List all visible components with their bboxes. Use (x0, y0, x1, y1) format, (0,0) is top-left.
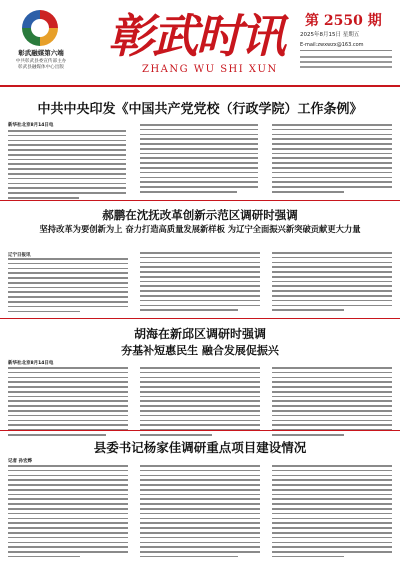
logo-emblem-icon (22, 10, 58, 46)
article4-body-col2 (140, 465, 260, 561)
issue-date: 2025年8月15日 星期五 (300, 32, 360, 38)
article3-headline: 夯基补短惠民生 融合发展促振兴 (121, 344, 279, 357)
contact-email: E-mail:zwxwzx@163.com (300, 42, 364, 48)
article3-body-col1 (8, 367, 128, 439)
masthead-divider (0, 85, 400, 87)
brand-logo (6, 6, 76, 78)
section-divider-2 (0, 318, 400, 319)
article2-headline: 坚持改革为要创新为上 奋力打造高质量发展新样板 为辽宁全面振兴新突破贡献更大力量 (39, 224, 361, 234)
publisher-line-2: 彰武县融媒体中心出版 (18, 65, 64, 70)
article1-headline: 中共中央印发《中国共产党党校（行政学院）工作条例》 (37, 102, 363, 117)
article4-byline: 记者 孙宏烨 (8, 459, 33, 464)
article4-headline: 县委书记杨家佳调研重点项目建设情况 (93, 440, 307, 455)
article3-body-col2 (140, 367, 260, 439)
article2-body-col2 (140, 252, 260, 314)
issue-number: 第 2550 期 (305, 13, 382, 29)
article1-byline: 新华社北京8月14日电 (8, 123, 54, 128)
section-divider-3 (0, 430, 400, 431)
article4-body-col1 (8, 465, 128, 561)
article2-byline: 辽宁日报讯 (8, 253, 31, 258)
article1-body-col2 (140, 124, 258, 196)
article2-body-col3 (272, 252, 392, 314)
masthead (0, 0, 400, 85)
publisher-line-1: 中共彰武县委宣传部主办 (15, 59, 67, 64)
newspaper-title-pinyin: ZHANG WU SHI XUN (142, 64, 278, 75)
logo-publisher (6, 59, 76, 71)
article3-byline: 新华社北京8月14日电 (8, 361, 54, 366)
newspaper-title: 彰武时讯 (108, 9, 284, 63)
section-divider-1 (0, 200, 400, 201)
article1-body-col1 (8, 130, 126, 202)
article2-kicker: 郝鹏在沈抚改革创新示范区调研时强调 (102, 208, 298, 222)
logo-slogan: 彰武融媒第六端 (18, 49, 64, 57)
article4-body-col3 (272, 465, 392, 561)
staff-credits (300, 53, 392, 71)
article3-kicker: 胡海在新邱区调研时强调 (133, 327, 266, 341)
masthead-rule (300, 50, 392, 51)
article3-body-col3 (272, 367, 392, 439)
article2-body-col1 (8, 258, 128, 315)
article1-body-col3 (272, 124, 392, 196)
